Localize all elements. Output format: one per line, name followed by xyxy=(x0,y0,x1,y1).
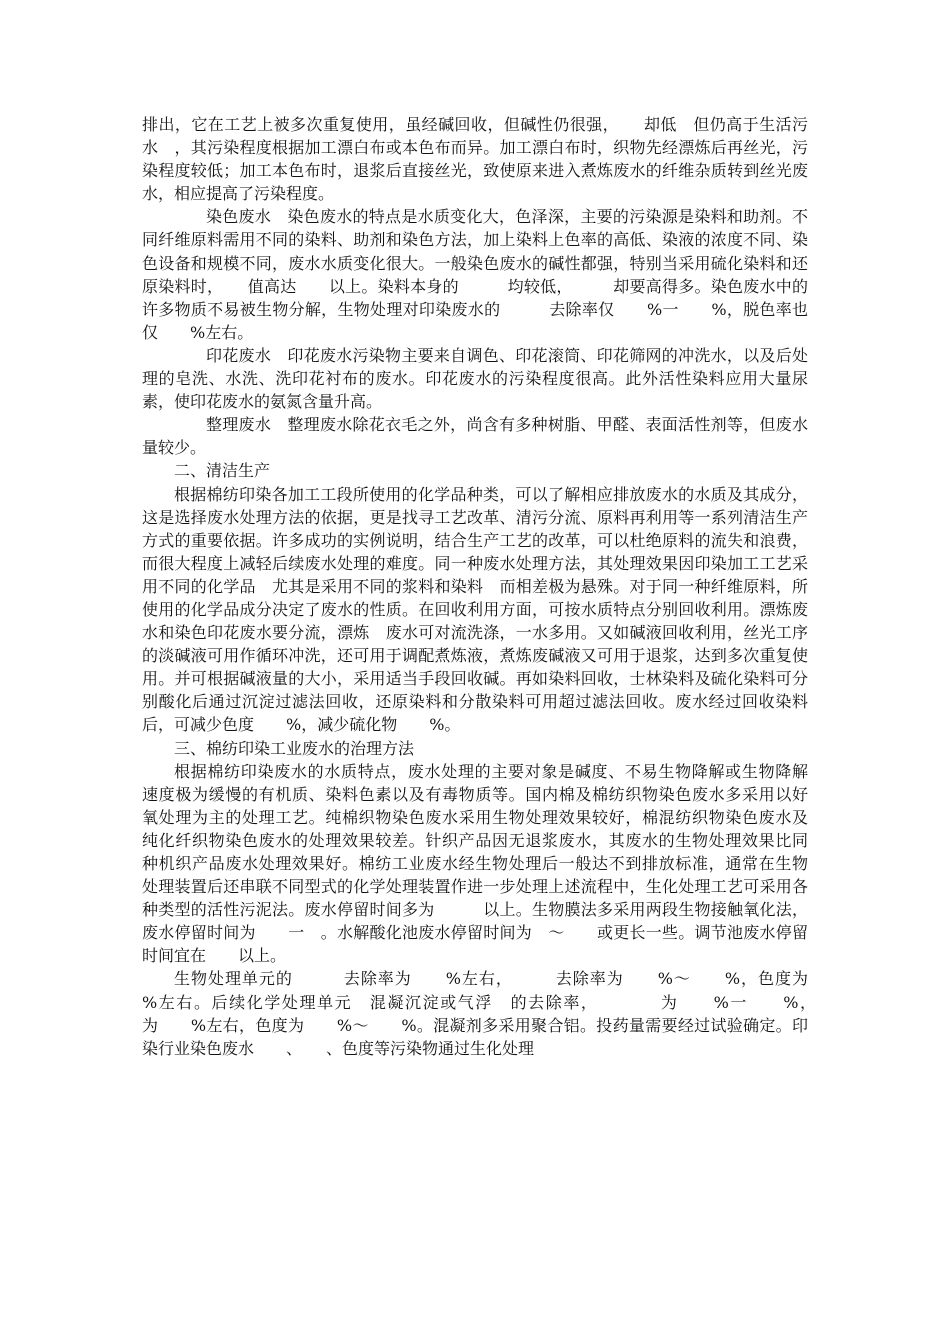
section-heading-treatment-methods: 三、棉纺印染工业废水的治理方法 xyxy=(174,738,415,758)
document-page xyxy=(142,113,857,1060)
paragraph-mercerizing-wastewater: 排出，它在工艺上被多次重复使用，虽经碱回收，但碱性仍很强， 却低 但仍高于生活污水 ，其污染程度根据加工漂白布或本色布而异。加工漂白布时，织物先经漂炼后再丝光，污染程度较低；加工本色布时，退浆后直接丝光，致使原来进入煮炼废水的纤维杂质转到丝光废水，相应提高了污染程度。 xyxy=(142,115,808,204)
paragraph-removal-rates: 生物处理单元的 去除率为 %左右， 去除率为 %～ %，色度为 %左右。后续化学处理单元 混凝沉淀或气浮 的去除率， 为 %一 %， 为 %左右，色度为 %～ %。混凝剂多采用聚合铝。投药量需要经过试验确定。印染行业染色废水 、 、色度等污染物通过生化处理 xyxy=(142,969,857,1058)
section-heading-clean-production: 二、清洁生产 xyxy=(174,461,271,481)
paragraph-clean-production: 根据棉纺印染各加工工段所使用的化学品种类，可以了解相应排放废水的水质及其成分，这是选择废水处理方法的依据，更是找寻工艺改革、清污分流、原料再利用等一系列清洁生产方式的重要依据。许多成功的实例说明，结合生产工艺的改革，可以杜绝原料的流失和浪费，而很大程度上减轻后续废水处理的难度。同一种废水处理方法，其处理效果因印染加工工艺采用不同的化学品 尤其是采用不同的浆料和染料 而相差极为悬殊。对于同一种纤维原料，所使用的化学品成分决定了废水的性质。在回收利用方面，可按水质特点分别回收利用。漂炼废水和染色印花废水要分流，漂炼 废水可对流洗涤，一水多用。又如碱液回收利用，丝光工序的淡碱液可用作循环冲洗，还可用于调配煮炼液，煮炼废碱液又可用于退浆，达到多次重复使用。并可根据碱液量的大小，采用适当手段回收碱。再如染料回收，士林染料及硫化染料可分别酸化后通过沉淀过滤法回收，还原染料和分散染料可用超过滤法回收。废水经过回收染料后，可减少色度 %，减少硫化物 %。 xyxy=(142,484,808,735)
paragraph-printing-wastewater: 印花废水 印花废水污染物主要来自调色、印花滚筒、印花筛网的冲洗水，以及后处理的皂洗、水洗、洗印花衬布的废水。印花废水的污染程度很高。此外活性染料应用大量尿素，使印花废水的氨氮含量升高。 xyxy=(142,345,808,412)
paragraph-treatment-methods: 根据棉纺印染废水的水质特点，废水处理的主要对象是碱度、不易生物降解或生物降解 速度极为缓慢的有机质、染料色素以及有毒物质等。国内棉及棉纺织物染色废水多采用以好 氧处理为主的处理工艺。纯棉织物染色废水采用生物处理效果较好，棉混纺织物染色废水及 纯化纤织物染色废水的处理效果较差。针织产品因无退浆废水，其废水的生物处理效果比同 种机织产品废水处理效果好。棉纺工业废水经生物处理后一般达不到排放标准，通常在生物 处理装置后还串联不同型式的化学处理装置作进一步处理上述流程中，生化处理工艺可采用各种类型的活性污泥法。废水停留时间多为 以上。生物膜法多采用两段生物接触氧化法，废水停留时间为 一 。水解酸化池废水停留时间为 ～ 或更长一些。调节池废水停留时间宜在 以上。 xyxy=(142,761,825,966)
paragraph-finishing-wastewater: 整理废水 整理废水除花衣毛之外，尚含有多种树脂、甲醛、表面活性剂等，但废水量较少。 xyxy=(142,415,808,458)
paragraph-dyeing-wastewater: 染色废水 染色废水的特点是水质变化大，色泽深，主要的污染源是染料和助剂。不同纤维原料需用不同的染料、助剂和染色方法，加上染料上色率的高低、染液的浓度不同、染色设备和规模不同，废水水质变化很大。一般染色废水的碱性都强，特别当采用硫化染料和还原染料时， 值高达 以上。染料本身的 均较低， 却要高得多。染色废水中的许多物质不易被生物分解，生物处理对印染废水的 去除率仅 %一 %，脱色率也仅 %左右。 xyxy=(142,207,808,342)
